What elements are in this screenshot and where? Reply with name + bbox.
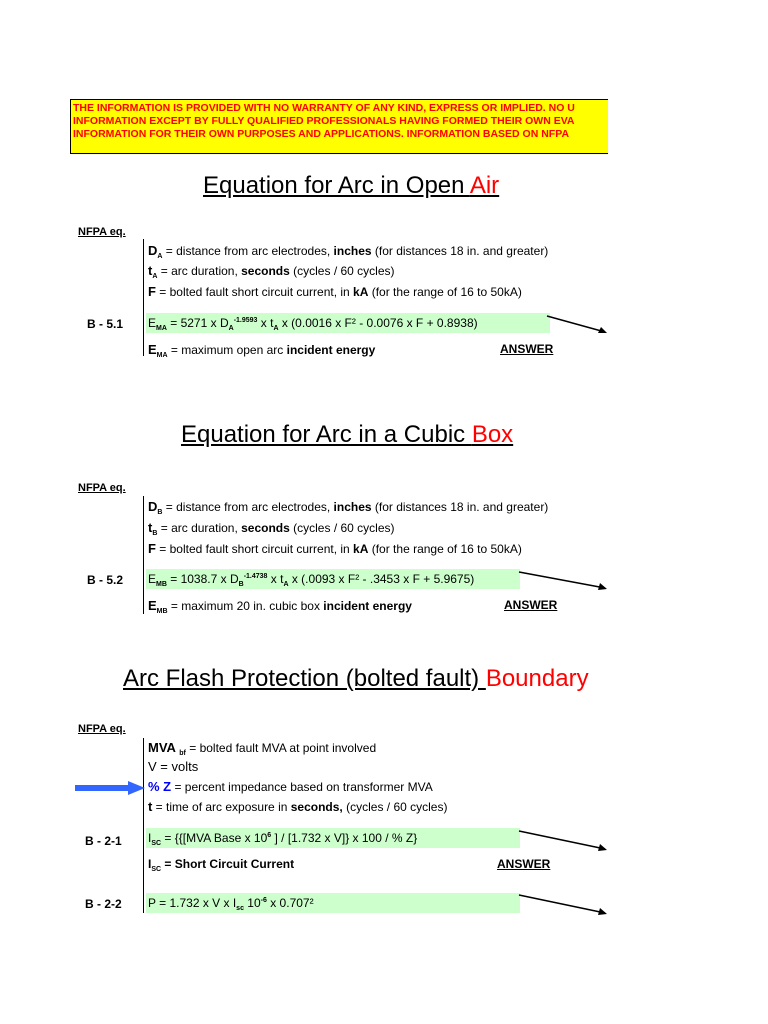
formula-part: ] / [1.732 x V]} x 100 / % Z}: [271, 831, 418, 845]
subscript: A: [283, 581, 289, 588]
nfpa-label: NFPA eq.: [78, 723, 126, 735]
def-text: = maximum 20 in. cubic box: [167, 599, 324, 613]
formula-lhs: E: [148, 572, 157, 586]
formula-lhs: E: [148, 316, 157, 330]
subscript: bf: [179, 750, 186, 757]
formula-part: = 5271 x D: [166, 316, 229, 330]
def-bold: incident energy: [323, 599, 412, 613]
symbol: I: [148, 857, 152, 871]
def-rest: (cycles / 60 cycles): [289, 521, 395, 535]
disclaimer-box: [70, 99, 608, 154]
def-text: = arc duration,: [157, 264, 242, 278]
symbol: F: [148, 541, 156, 556]
arrow-icon: [517, 829, 608, 853]
def-bold: seconds: [241, 521, 290, 535]
def-db: [148, 499, 548, 516]
formula-part: x 0.707²: [266, 896, 314, 910]
title-accent: Box: [471, 421, 514, 448]
def-text: = distance from arc electrodes,: [162, 244, 334, 258]
answer-label: ANSWER: [497, 857, 551, 871]
nfpa-label: NFPA eq.: [78, 482, 126, 494]
def-rest: (for distances 18 in. and greater): [371, 500, 549, 514]
def-ta: [148, 263, 395, 280]
subscript: MA: [156, 352, 168, 359]
formula-cell[interactable]: [146, 893, 520, 913]
arrow-icon: [517, 570, 608, 592]
subscript: MA: [156, 325, 167, 332]
bracket-line: [143, 239, 144, 356]
symbol: t: [148, 263, 153, 278]
result-line: [148, 598, 412, 615]
formula-part: x (.0093 x F² - .3453 x F + 5.9675): [288, 572, 475, 586]
equation-label: B - 5.2: [87, 573, 124, 587]
def-z: [148, 779, 433, 794]
def-rest: (cycles / 60 cycles): [342, 800, 448, 814]
symbol: D: [148, 243, 158, 258]
formula-part: x (0.0016 x F² - 0.0076 x F + 0.8938): [278, 316, 478, 330]
def-bold: seconds: [241, 264, 290, 278]
superscript: -6: [260, 897, 267, 904]
def-bold: inches: [333, 244, 372, 258]
title-text: Equation for Arc in Open: [203, 172, 470, 199]
def-text: = bolted fault short circuit current, in: [155, 285, 354, 299]
formula-lhs: I: [148, 831, 152, 845]
result-line: [148, 857, 294, 873]
def-bold: seconds,: [290, 800, 343, 814]
symbol: F: [148, 284, 156, 299]
formula-part: = 1038.7 x D: [166, 572, 239, 586]
def-text: = maximum open arc: [167, 343, 287, 357]
def-rest: (for distances 18 in. and greater): [371, 244, 549, 258]
symbol: t: [148, 520, 153, 535]
formula-cell[interactable]: [146, 828, 520, 848]
blue-arrow-icon: [75, 781, 147, 795]
title-text: Equation for Arc in a Cubic: [181, 421, 472, 448]
formula-cell[interactable]: [146, 313, 550, 333]
disclaimer-line: INFORMATION FOR THEIR OWN PURPOSES AND APPLICATIONS. INFORMATION BASED ON NFPA: [73, 128, 570, 140]
def-text: = bolted fault short circuit current, in: [155, 542, 354, 556]
formula-part: = {{[MVA Base x 10: [161, 831, 268, 845]
def-bold: inches: [333, 500, 372, 514]
def-text: = distance from arc electrodes,: [162, 500, 334, 514]
subscript: B: [152, 530, 158, 537]
symbol: D: [148, 499, 158, 514]
subscript: MB: [156, 581, 167, 588]
nfpa-label: NFPA eq.: [78, 226, 126, 238]
def-da: [148, 243, 548, 260]
equation-label: B - 2-1: [85, 834, 122, 848]
superscript: -1.4738: [243, 573, 268, 580]
arrow-icon: [517, 893, 608, 917]
subscript: SC: [151, 866, 162, 873]
def-rest: (cycles / 60 cycles): [289, 264, 395, 278]
def-text: = percent impedance based on transformer MVA: [171, 780, 433, 794]
boundary-title-clip: [123, 665, 608, 697]
subscript: MB: [156, 608, 168, 615]
cubic-box-title: [181, 421, 513, 449]
superscript: -1.9593: [233, 317, 258, 324]
bracket-line: [143, 496, 144, 614]
def-bold: = Short Circuit Current: [161, 857, 295, 871]
def-text: = time of arc exposure in: [152, 800, 291, 814]
subscript: A: [273, 325, 279, 332]
equation-label: B - 5.1: [87, 317, 124, 331]
answer-label: ANSWER: [500, 342, 554, 356]
def-bold: kA: [353, 285, 369, 299]
subscript: A: [228, 325, 234, 332]
def-rest: (for the range of 16 to 50kA): [368, 542, 522, 556]
def-v: V = volts: [148, 759, 199, 774]
subscript: sc: [236, 905, 244, 912]
subscript: A: [152, 273, 158, 280]
equation-label: B - 2-2: [85, 897, 122, 911]
subscript: SC: [151, 840, 162, 847]
symbol: E: [148, 598, 157, 613]
def-f: [148, 284, 522, 299]
formula-part: x t: [257, 316, 274, 330]
symbol: E: [148, 342, 157, 357]
symbol: MVA: [148, 740, 176, 755]
symbol: % Z: [148, 779, 172, 794]
open-air-title: [203, 172, 499, 200]
symbol: t: [148, 799, 153, 814]
title-accent: Air: [469, 172, 500, 199]
formula-part: P = 1.732 x V x I: [148, 896, 237, 910]
arrow-icon: [545, 314, 608, 336]
def-mva: [148, 740, 376, 757]
boundary-title: [123, 665, 608, 693]
formula-part: 10: [243, 896, 261, 910]
def-bold: kA: [353, 542, 369, 556]
disclaimer-line: INFORMATION EXCEPT BY FULLY QUALIFIED PROFESSIONALS HAVING FORMED THEIR OWN EVA: [73, 115, 575, 127]
result-line: [148, 342, 375, 359]
def-f: [148, 541, 522, 556]
superscript: 6: [267, 832, 272, 839]
disclaimer-line: THE INFORMATION IS PROVIDED WITH NO WARRANTY OF ANY KIND, EXPRESS OR IMPLIED. NO U: [73, 102, 575, 114]
def-text: = bolted fault MVA at point involved: [185, 741, 377, 755]
title-accent: Boundary: [485, 665, 589, 692]
subscript: B: [157, 509, 163, 516]
def-rest: (for the range of 16 to 50kA): [368, 285, 522, 299]
answer-label: ANSWER: [504, 598, 558, 612]
formula-part: x t: [267, 572, 284, 586]
bracket-line: [143, 738, 144, 913]
subscript: B: [238, 581, 244, 588]
def-t: [148, 799, 447, 814]
def-text: = arc duration,: [157, 521, 242, 535]
title-text: Arc Flash Protection (bolted fault): [123, 665, 486, 692]
formula-cell[interactable]: [146, 569, 520, 589]
def-bold: incident energy: [286, 343, 376, 357]
subscript: A: [157, 253, 163, 260]
def-tb: [148, 520, 395, 537]
